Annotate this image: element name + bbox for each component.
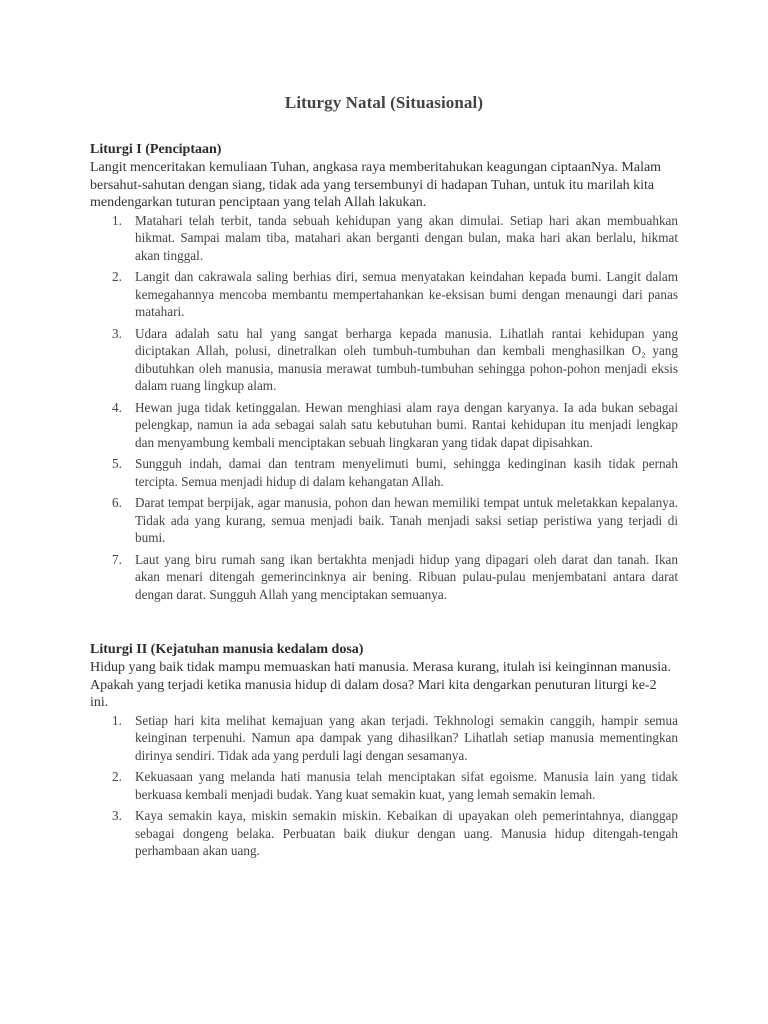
list-item-number: 2. xyxy=(112,269,122,284)
list-item xyxy=(90,712,678,765)
document-title: Liturgy Natal (Situasional) xyxy=(284,93,484,112)
list-item-text: Langit dan cakrawala saling berhias diri, semua menyatakan keindahan kepada bumi. Langit dalam kemegahannya mencoba membantu mempertahankan ke-eksisan bumi dengan menaungi dari panas matahari. xyxy=(135,269,678,319)
section-2-list xyxy=(90,712,678,860)
list-item-number: 3. xyxy=(112,325,122,341)
list-item xyxy=(90,551,678,604)
section-spacer xyxy=(90,607,678,641)
list-item-number: 2. xyxy=(112,769,122,784)
list-item-text: Matahari telah terbit, tanda sebuah kehidupan yang akan dimulai. Setiap hari akan membuahkan hikmat. Sampai malam tiba, matahari akan berganti dengan bulan, maka hari akan berlalu, hikmat akan tinggal. xyxy=(135,212,678,263)
list-item xyxy=(90,768,678,803)
list-item xyxy=(90,494,678,547)
section-1-title: Liturgi I (Penciptaan) xyxy=(90,142,222,157)
list-item-number: 4. xyxy=(112,399,122,415)
list-item-text: Kekuasaan yang melanda hati manusia telah menciptakan sifat egoisme. Manusia lain yang tidak berkuasa kembali menjadi budak. Yang kuat semakin kuat, yang lemah semakin lemah. xyxy=(135,769,678,802)
list-item-number: 5. xyxy=(112,456,122,471)
list-item-text: Udara adalah satu hal yang sangat berharga kepada manusia. Lihatlah rantai kehidupan yang diciptakan Allah, polusi, dinetralkan oleh tumbuh-tumbuhan dan kembali menghasilkan O₂ yang dibutuhkan oleh manusia, manusia merawat tumbuh-tumbuhan sehingga pohon-pohon menjadi eksis dalam ruang lingkup alam. xyxy=(135,325,678,393)
section-2-intro: Hidup yang baik tidak mampu memuaskan hati manusia. Merasa kurang, itulah isi keinginnan manusia. Apakah yang terjadi ketika manusia hidup di dalam dosa? Mari kita dengarkan penuturan liturgi ke-2 ini. xyxy=(90,660,671,710)
list-item-number: 6. xyxy=(112,495,122,510)
list-item-text: Laut yang biru rumah sang ikan bertakhta menjadi hidup yang dipagari oleh darat dan tanah. Ikan akan menari ditengah gemerincinknya air bening. Ribuan pulau-pulau menjembatani antara darat dengan darat. Sungguh Allah yang menciptakan semuanya. xyxy=(135,551,678,602)
list-item-text: Sungguh indah, damai dan tentram menyelimuti bumi, sehingga kedinginan kasih tidak pernah tercipta. Semua menjadi hidup di dalam kehangatan Allah. xyxy=(135,456,678,489)
list-item-text: Kaya semakin kaya, miskin semakin miskin. Kebaikan di upayakan oleh pemerintahnya, dianggap sebagai dongeng belaka. Perbuatan baik diukur dengan uang. Manusia hidup ditengah-tengah perhambaan akan uang. xyxy=(135,808,678,858)
section-2-title: Liturgi II (Kejatuhan manusia kedalam dosa) xyxy=(90,642,364,657)
list-item-number: 7. xyxy=(112,551,122,567)
list-item xyxy=(90,268,678,321)
list-item xyxy=(90,399,678,452)
list-item xyxy=(90,212,678,265)
list-item-text: Darat tempat berpijak, agar manusia, pohon dan hewan memiliki tempat untuk meletakkan kepalanya. Tidak ada yang kurang, semua menjadi baik. Tanah menjadi saksi setiap peristiwa yang terjadi di bumi. xyxy=(135,495,678,545)
list-item-number: 1. xyxy=(112,212,122,228)
list-item xyxy=(90,455,678,490)
list-item-number: 3. xyxy=(112,808,122,823)
list-item-text: Hewan juga tidak ketinggalan. Hewan menghiasi alam raya dengan karyanya. Ia ada bukan sebagai pelengkap, namun ia ada sebagai salah satu kebutuhan bumi. Rantai kehidupan itu menjadi lengkap dan menyambung kembali menciptakan sebuah lingkaran yang tidak dapat dipisahkan. xyxy=(135,399,678,450)
list-item xyxy=(90,325,678,395)
section-1-list xyxy=(90,212,678,604)
list-item-number: 1. xyxy=(112,712,122,728)
section-1-intro: Langit menceritakan kemuliaan Tuhan, angkasa raya memberitahukan keagungan ciptaanNya. Malam bersahut-sahutan dengan siang, tidak ada yang tersembunyi di hadapan Tuhan, untuk itu marilah kita mendengarkan tuturan penciptaan yang telah Allah lakukan. xyxy=(90,160,662,210)
list-item xyxy=(90,807,678,860)
list-item-text: Setiap hari kita melihat kemajuan yang akan terjadi. Tekhnologi semakin canggih, hampir semua keinginan terpenuhi. Namun apa dampak yang dihasilkan? Lihatlah setiap manusia mementingkan dirinya sendiri. Tidak ada yang perduli lagi dengan sesamanya. xyxy=(135,712,678,763)
